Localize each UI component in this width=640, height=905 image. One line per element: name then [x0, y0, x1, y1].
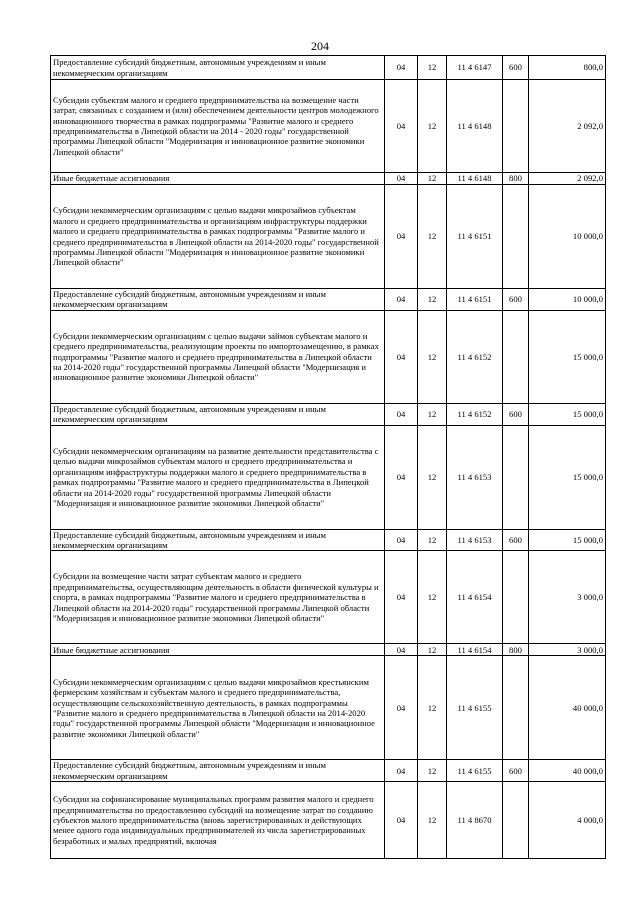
table-row: [51, 551, 606, 644]
row-expense-type-cell: [503, 551, 529, 644]
table-row: [51, 289, 606, 311]
row-target-article-cell: 11 4 6152: [447, 403, 503, 425]
row-name-cell: Субсидии субъектам малого и среднего предпринимательства на возмещение части затрат, связанных с созданием и (или) обеспечением деятельности центров молодежного инновационного творчества в рамках подпрограммы "Развитие малого и среднего предпринимательства в Липецкой области на 2014 - 2020 годы" государственной программы Липецкой области "Модернизация и инновационное развитие экономики Липецкой области": [51, 80, 385, 173]
row-subsection-cell: 12: [418, 173, 447, 185]
row-subsection-cell: 12: [418, 289, 447, 311]
row-target-article-cell: 11 4 6153: [447, 425, 503, 529]
row-amount-cell: 800,0: [529, 56, 606, 80]
row-target-article-cell: 11 4 6151: [447, 289, 503, 311]
row-subsection-cell: 12: [418, 529, 447, 551]
row-name-cell: Субсидии на софинансирование муниципальных программ развития малого и среднего предпринимательства по предоставлению субсидий на возмещение затрат по созданию субъектов малого предпринимательства (вновь зарегистрированных и действующих менее одного года индивидуальных предпринимателей из числа зарегистрированных безработных и малых предприятий, включая: [51, 782, 385, 859]
row-subsection-cell: 12: [418, 644, 447, 656]
row-target-article-cell: 11 4 6152: [447, 310, 503, 403]
row-name-cell: Субсидии некоммерческим организациям с целью выдачи микрозаймов субъектам малого и среднего предпринимательства и организациям инфраструктуры поддержки малого и среднего предпринимательства в рамках подпрограммы "Развитие малого и среднего предпринимательства в Липецкой области на 2014-2020 годы" государственной программы Липецкой области "Модернизация и инновационное развитие экономики Липецкой области": [51, 185, 385, 289]
row-name-cell: Предоставление субсидий бюджетным, автономным учреждениям и иным некоммерческим организациям: [51, 289, 385, 311]
row-amount-cell: 15 000,0: [529, 425, 606, 529]
row-section-cell: 04: [385, 289, 418, 311]
row-target-article-cell: 11 4 6147: [447, 56, 503, 80]
row-section-cell: 04: [385, 425, 418, 529]
row-amount-cell: 2 092,0: [529, 80, 606, 173]
row-amount-cell: 3 000,0: [529, 551, 606, 644]
table-row: [51, 656, 606, 760]
row-section-cell: 04: [385, 656, 418, 760]
row-amount-cell: 2 092,0: [529, 173, 606, 185]
row-expense-type-cell: 600: [503, 56, 529, 80]
table-row: [51, 173, 606, 185]
row-target-article-cell: 11 4 6151: [447, 185, 503, 289]
table-row: [51, 310, 606, 403]
table-row: [51, 80, 606, 173]
row-amount-cell: 15 000,0: [529, 529, 606, 551]
row-expense-type-cell: [503, 656, 529, 760]
table-row: [51, 403, 606, 425]
row-target-article-cell: 11 4 6154: [447, 644, 503, 656]
row-name-cell: Субсидии некоммерческим организациям с целью выдачи микрозаймов крестьянским фермерским хозяйствам и субъектам малого и среднего предпринимательства, осуществляющим сельскохозяйственную деятельность, в рамках подпрограммы "Развитие малого и среднего предпринимательства в Липецкой области на 2014-2020 годы" государственной программы Липецкой области "Модернизация и инновационное развитие экономики Липецкой области": [51, 656, 385, 760]
budget-table-body: [51, 56, 606, 859]
row-amount-cell: 4 000,0: [529, 782, 606, 859]
row-section-cell: 04: [385, 173, 418, 185]
row-expense-type-cell: [503, 80, 529, 173]
row-name-cell: Иные бюджетные ассигнования: [51, 644, 385, 656]
row-subsection-cell: 12: [418, 425, 447, 529]
table-row: [51, 644, 606, 656]
row-section-cell: 04: [385, 56, 418, 80]
row-subsection-cell: 12: [418, 782, 447, 859]
row-expense-type-cell: 600: [503, 529, 529, 551]
row-subsection-cell: 12: [418, 551, 447, 644]
row-section-cell: 04: [385, 551, 418, 644]
row-amount-cell: 15 000,0: [529, 403, 606, 425]
row-section-cell: 04: [385, 644, 418, 656]
row-target-article-cell: 11 4 6154: [447, 551, 503, 644]
row-name-cell: Субсидии некоммерческим организациям с целью выдачи займов субъектам малого и среднего предпринимательства, реализующим проекты по импортозамещению, в рамках подпрограммы "Развитие малого и среднего предпринимательства в Липецкой области на 2014-2020 годы" государственной программы Липецкой области "Модернизация и инновационное развитие экономики Липецкой области": [51, 310, 385, 403]
row-expense-type-cell: [503, 310, 529, 403]
row-expense-type-cell: 600: [503, 760, 529, 782]
row-subsection-cell: 12: [418, 656, 447, 760]
row-expense-type-cell: 800: [503, 644, 529, 656]
row-target-article-cell: 11 4 8670: [447, 782, 503, 859]
row-name-cell: Предоставление субсидий бюджетным, автономным учреждениям и иным некоммерческим организациям: [51, 403, 385, 425]
page-number: 204: [311, 39, 329, 53]
row-name-cell: Предоставление субсидий бюджетным, автономным учреждениям и иным некоммерческим организациям: [51, 529, 385, 551]
row-name-cell: Предоставление субсидий бюджетным, автономным учреждениям и иным некоммерческим организациям: [51, 56, 385, 80]
row-section-cell: 04: [385, 310, 418, 403]
row-expense-type-cell: 600: [503, 403, 529, 425]
row-expense-type-cell: 600: [503, 289, 529, 311]
table-row: [51, 56, 606, 80]
row-expense-type-cell: 800: [503, 173, 529, 185]
row-target-article-cell: 11 4 6155: [447, 656, 503, 760]
row-name-cell: Иные бюджетные ассигнования: [51, 173, 385, 185]
row-expense-type-cell: [503, 782, 529, 859]
row-amount-cell: 40 000,0: [529, 656, 606, 760]
row-name-cell: Субсидии некоммерческим организациям на развитие деятельности представительства с целью выдачи микрозаймов субъектам малого и среднего предпринимательства и организациям инфраструктуры поддержки малого и среднего предпринимательства в рамках подпрограммы "Развитие малого и среднего предпринимательства в Липецкой области на 2014-2020 годы" государственной программы Липецкой области "Модернизация и инновационное развитие экономики Липецкой области": [51, 425, 385, 529]
row-subsection-cell: 12: [418, 80, 447, 173]
row-amount-cell: 40 000,0: [529, 760, 606, 782]
row-expense-type-cell: [503, 425, 529, 529]
table-row: [51, 425, 606, 529]
row-target-article-cell: 11 4 6153: [447, 529, 503, 551]
row-subsection-cell: 12: [418, 56, 447, 80]
row-section-cell: 04: [385, 80, 418, 173]
row-section-cell: 04: [385, 760, 418, 782]
row-subsection-cell: 12: [418, 185, 447, 289]
row-amount-cell: 3 000,0: [529, 644, 606, 656]
row-target-article-cell: 11 4 6155: [447, 760, 503, 782]
row-name-cell: Предоставление субсидий бюджетным, автономным учреждениям и иным некоммерческим организациям: [51, 760, 385, 782]
table-row: [51, 185, 606, 289]
row-section-cell: 04: [385, 782, 418, 859]
row-subsection-cell: 12: [418, 310, 447, 403]
row-target-article-cell: 11 4 6148: [447, 173, 503, 185]
table-row: [51, 760, 606, 782]
row-target-article-cell: 11 4 6148: [447, 80, 503, 173]
row-section-cell: 04: [385, 529, 418, 551]
row-name-cell: Субсидии на возмещение части затрат субъектам малого и среднего предпринимательства, осуществляющим деятельность в области физической культуры и спорта, в рамках подпрограммы "Развитие малого и среднего предпринимательства в Липецкой области на 2014-2020 годы" государственной программы Липецкой области "Модернизация и инновационное развитие экономики Липецкой области": [51, 551, 385, 644]
table-row: [51, 782, 606, 859]
table-row: [51, 529, 606, 551]
row-amount-cell: 10 000,0: [529, 185, 606, 289]
row-expense-type-cell: [503, 185, 529, 289]
row-amount-cell: 15 000,0: [529, 310, 606, 403]
row-amount-cell: 10 000,0: [529, 289, 606, 311]
row-subsection-cell: 12: [418, 760, 447, 782]
row-subsection-cell: 12: [418, 403, 447, 425]
budget-table: [50, 55, 606, 859]
row-section-cell: 04: [385, 185, 418, 289]
row-section-cell: 04: [385, 403, 418, 425]
